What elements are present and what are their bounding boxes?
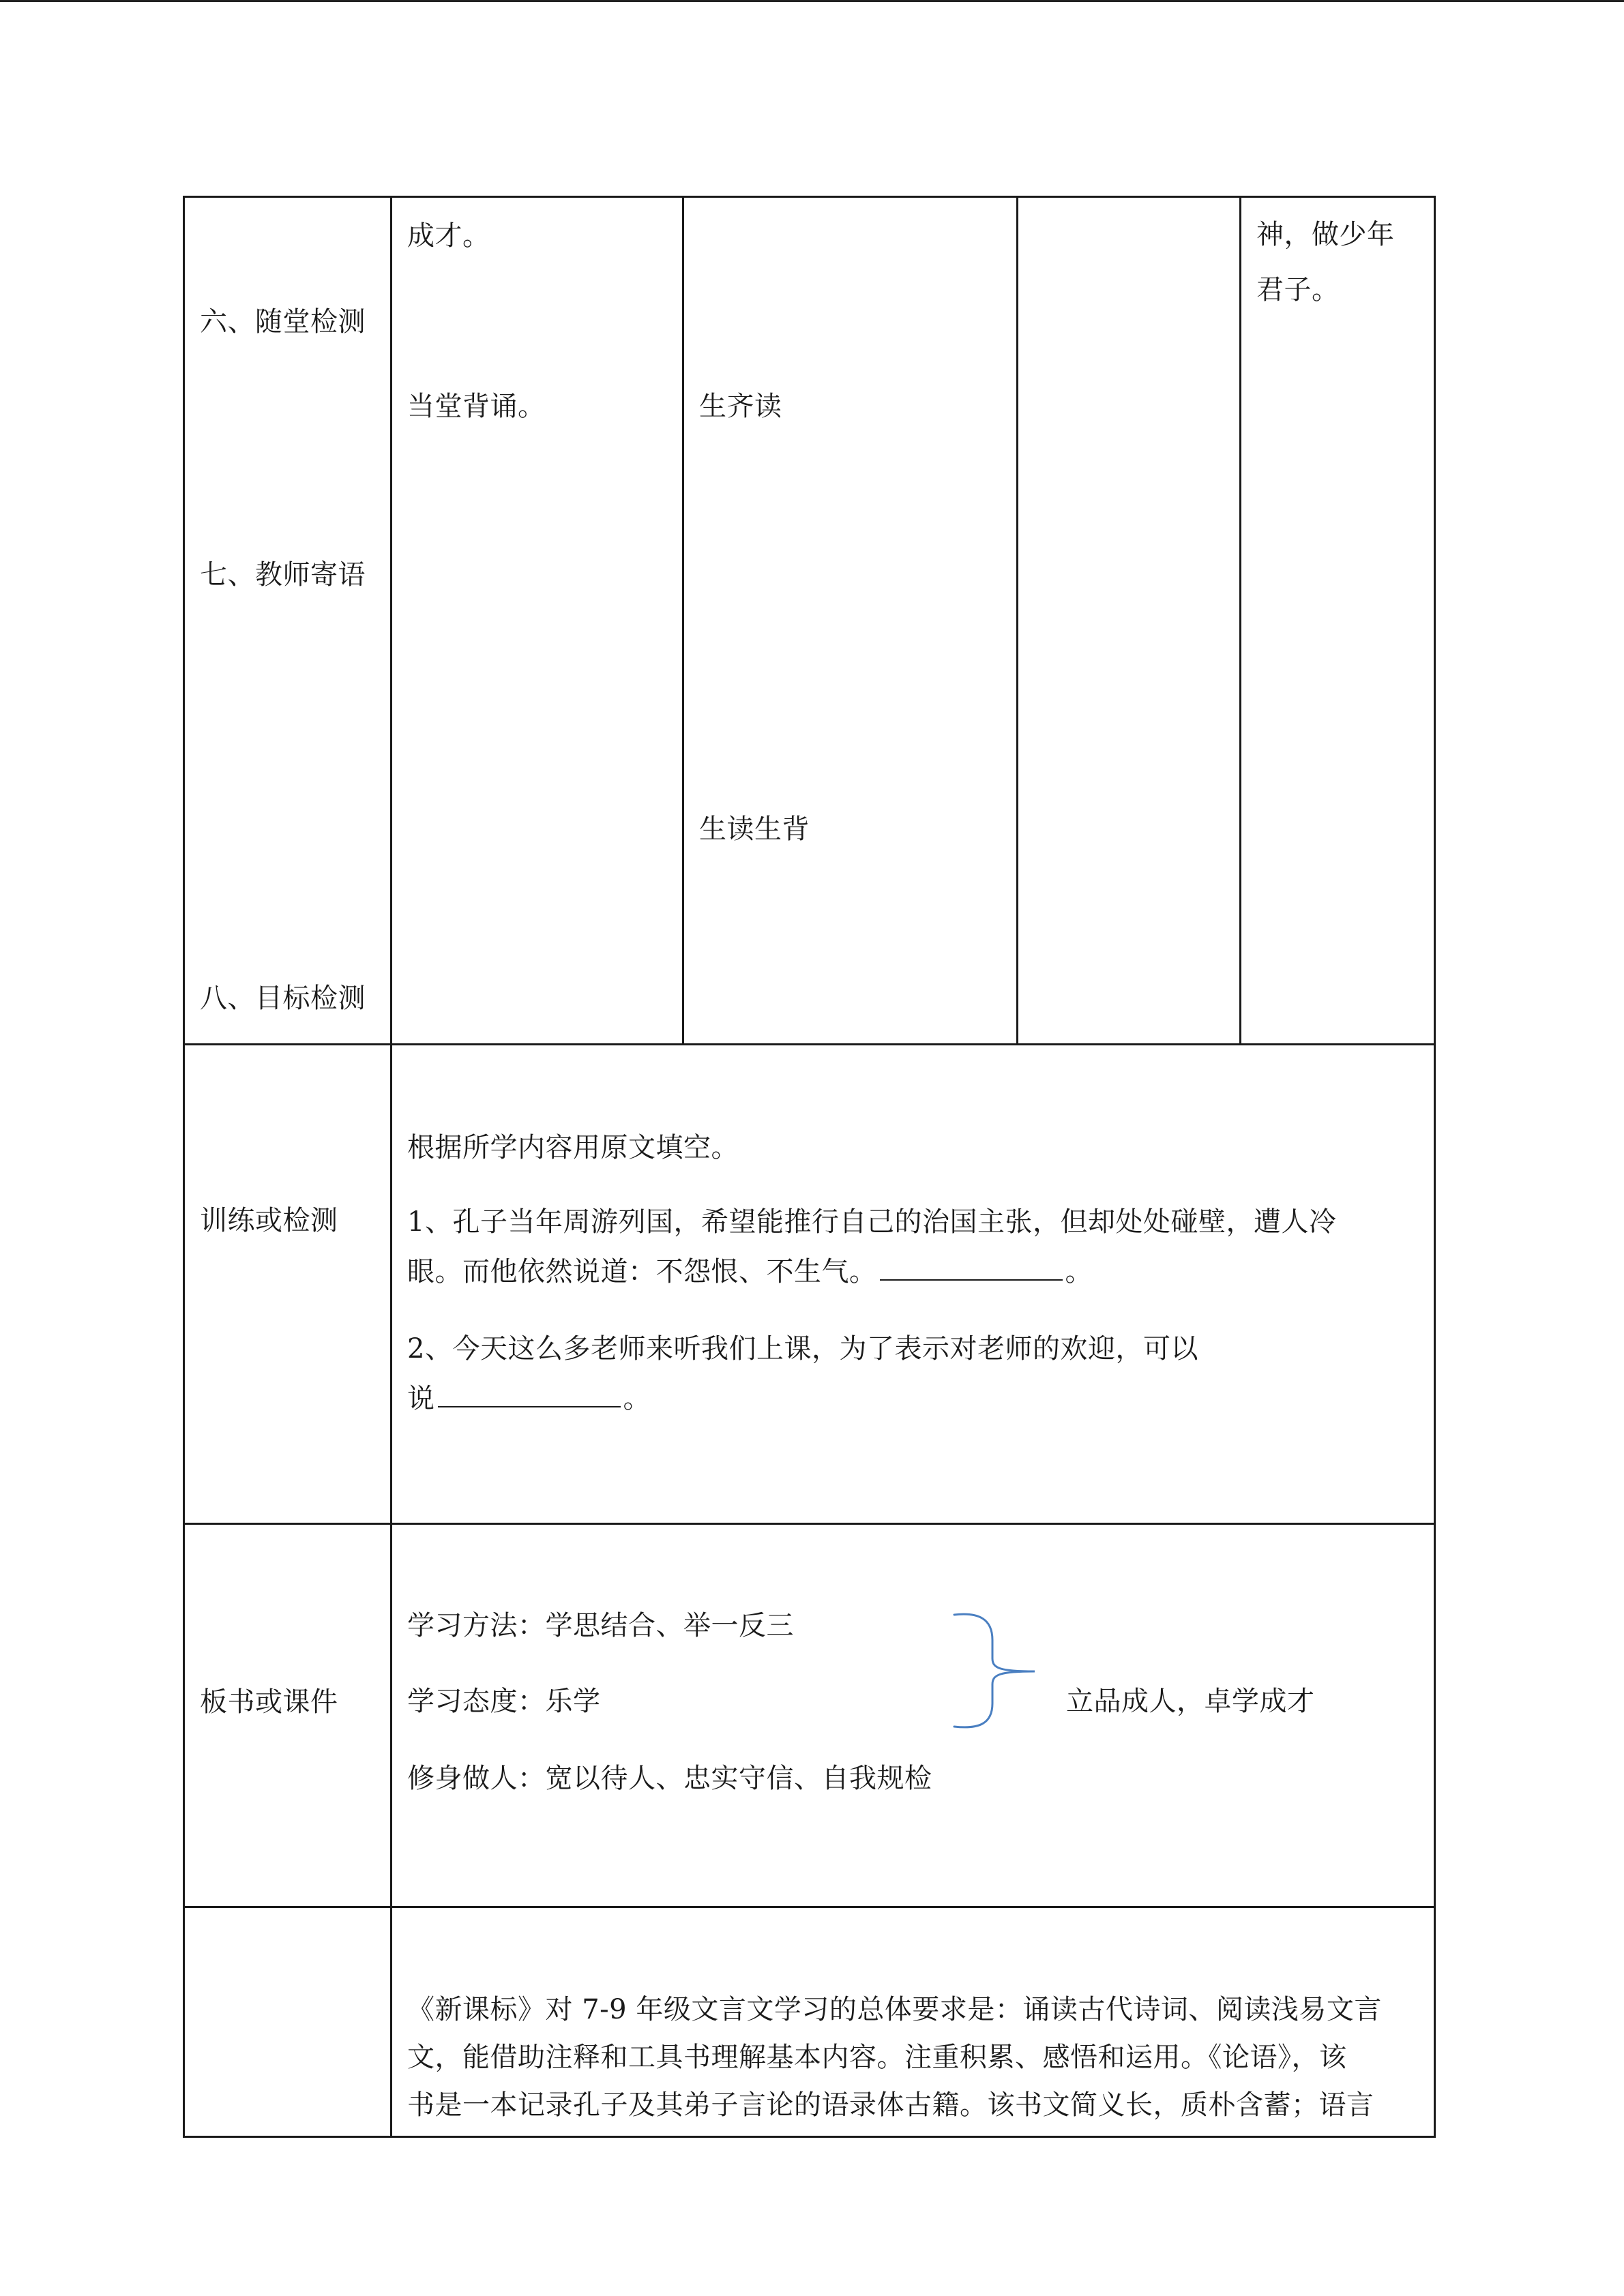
table-border-right bbox=[1434, 196, 1436, 2138]
table-row-divider-3 bbox=[183, 1906, 1436, 1908]
table-border-bottom bbox=[183, 2136, 1436, 2138]
question-2-line-1: 2、今天这么多老师来听我们上课，为了表示对老师的欢迎，可以 bbox=[407, 1333, 1198, 1365]
table-col-divider-3 bbox=[1016, 196, 1018, 1045]
reflection-line-3: 书是一本记录孔子及其弟子言论的语录体古籍。该书文简义长，质朴含蓄；语言 bbox=[407, 2089, 1374, 2121]
table-border-left bbox=[183, 196, 185, 2138]
question-1-line-1: 1、孔子当年周游列国，希望能推行自己的治国主张，但却处处碰壁，遭人冷 bbox=[407, 1206, 1337, 1238]
reflection-line-1: 《新课标》对 7-9 年级文言文学习的总体要求是：诵读古代诗词、阅读浅易文言 bbox=[407, 1994, 1382, 2025]
board-line-conduct: 修身做人：宽以待人、忠实守信、自我规检 bbox=[407, 1763, 932, 1794]
question-2-line-2 bbox=[407, 1379, 651, 1418]
question-1-line-2 bbox=[407, 1252, 1093, 1291]
step-seven-label: 七、教师寄语 bbox=[200, 559, 366, 591]
board-label: 板书或课件 bbox=[200, 1686, 338, 1718]
page-top-border bbox=[0, 0, 1624, 2]
content-chengcai: 成才。 bbox=[407, 220, 490, 252]
intent-line-2: 君子。 bbox=[1256, 274, 1340, 305]
student-read-together: 生齐读 bbox=[699, 391, 782, 422]
table-row-divider-1 bbox=[183, 1043, 1436, 1045]
board-line-method: 学习方法：学思结合、举一反三 bbox=[407, 1610, 794, 1641]
answer-blank-2 bbox=[438, 1379, 621, 1407]
question-2-text: 说 bbox=[407, 1383, 435, 1414]
reflection-line-2: 文，能借助注释和工具书理解基本内容。注重积累、感悟和运用。《论语》，该 bbox=[407, 2042, 1347, 2073]
intent-line-1: 神，做少年 bbox=[1256, 219, 1395, 250]
step-six-label: 六、随堂检测 bbox=[200, 306, 366, 338]
reflection-paragraph bbox=[407, 1986, 1382, 2129]
table-col-divider-4 bbox=[1239, 196, 1241, 1045]
board-line-attitude: 学习态度：乐学 bbox=[407, 1686, 601, 1717]
table-label-column-divider bbox=[390, 196, 392, 2138]
table-col-divider-2 bbox=[682, 196, 684, 1045]
content-recite: 当堂背诵。 bbox=[407, 391, 546, 422]
right-brace-icon bbox=[951, 1609, 1047, 1732]
board-summary: 立品成人，卓学成才 bbox=[1066, 1686, 1315, 1717]
student-read-recite: 生读生背 bbox=[699, 814, 810, 845]
answer-blank-1 bbox=[880, 1252, 1063, 1281]
question-2-end: 。 bbox=[623, 1383, 651, 1414]
table-border-top bbox=[183, 196, 1436, 198]
training-label: 训练或检测 bbox=[200, 1205, 338, 1236]
training-instruction: 根据所学内容用原文填空。 bbox=[407, 1132, 739, 1163]
step-eight-label: 八、目标检测 bbox=[200, 983, 366, 1014]
question-1-text: 眼。而他依然说道：不怨恨、不生气。 bbox=[407, 1256, 877, 1287]
question-1-end: 。 bbox=[1065, 1256, 1093, 1287]
table-row-divider-2 bbox=[183, 1523, 1436, 1525]
